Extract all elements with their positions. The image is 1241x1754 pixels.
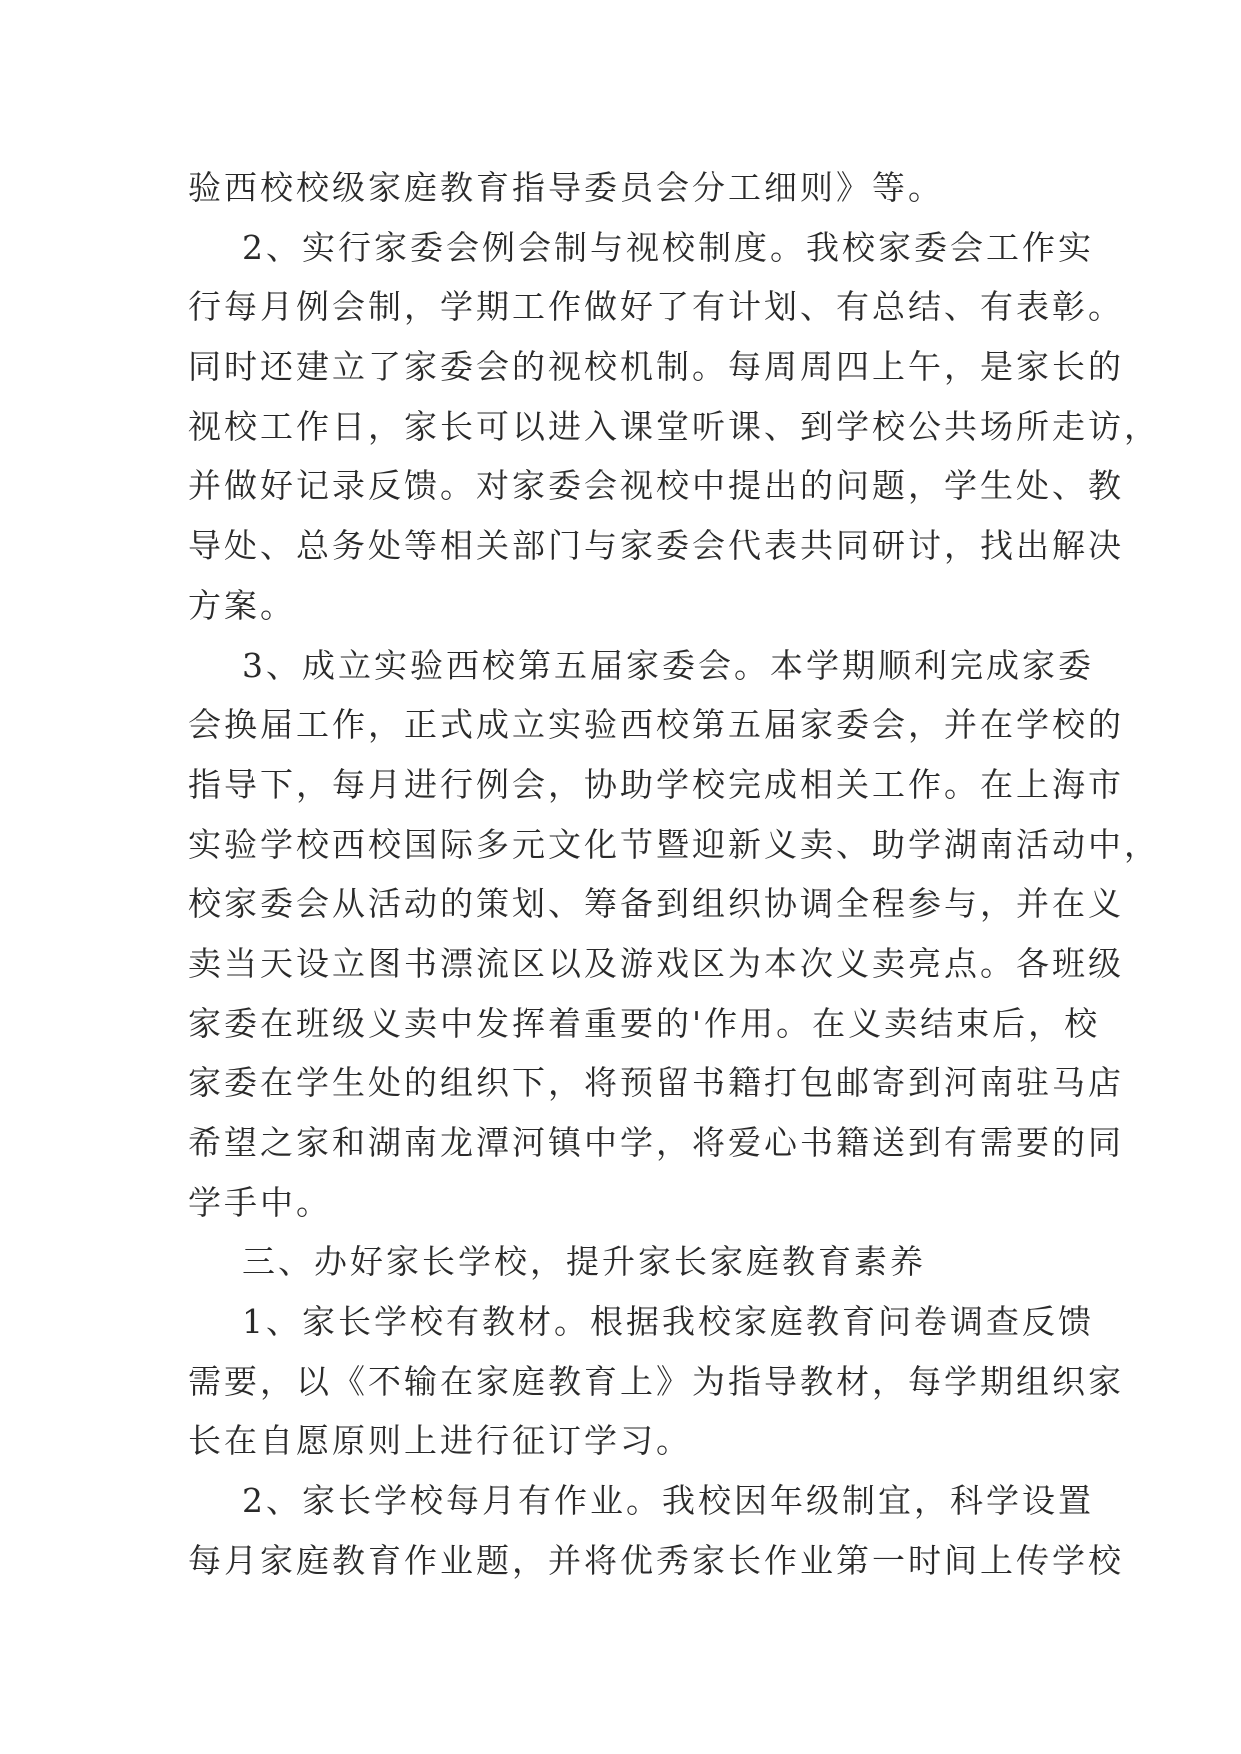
text-line: 3、成立实验西校第五届家委会。本学期顺利完成家委	[188, 645, 1094, 685]
text-line: 2、家长学校每月有作业。我校因年级制宜，科学设置	[188, 1481, 1094, 1521]
text-line: 长在自愿原则上进行征订学习。	[188, 1421, 692, 1461]
text-line: 卖当天设立图书漂流区以及游戏区为本次义卖亮点。各班级	[188, 943, 1124, 983]
text-line: 验西校校级家庭教育指导委员会分工细则》等。	[188, 168, 944, 207]
text-line: 家委在学生处的组织下，将预留书籍打包邮寄到河南驻马店	[188, 1063, 1124, 1103]
text-line: 校家委会从活动的策划、筹备到组织协调全程参与，并在义	[188, 884, 1124, 924]
text-line: 会换届工作，正式成立实验西校第五届家委会，并在学校的	[188, 705, 1124, 745]
text-line: 每月家庭教育作业题，并将优秀家长作业第一时间上传学校	[188, 1540, 1124, 1580]
text-line: 实验学校西校国际多元文化节暨迎新义卖、助学湖南活动中，	[188, 824, 1160, 864]
text-line: 1、家长学校有教材。根据我校家庭教育问卷调查反馈	[188, 1302, 1094, 1342]
text-line: 并做好记录反馈。对家委会视校中提出的问题，学生处、教	[188, 466, 1124, 506]
text-line: 需要，以《不输在家庭教育上》为指导教材，每学期组织家	[188, 1361, 1124, 1401]
body-text	[188, 158, 1160, 1591]
text-line: 希望之家和湖南龙潭河镇中学，将爱心书籍送到有需要的同	[188, 1123, 1124, 1162]
text-line: 方案。	[188, 585, 296, 625]
text-line: 指导下，每月进行例会，协助学校完成相关工作。在上海市	[188, 764, 1124, 804]
text-line: 学手中。	[188, 1182, 332, 1222]
text-line: 行每月例会制，学期工作做好了有计划、有总结、有表彰。	[188, 287, 1124, 327]
text-line: 导处、总务处等相关部门与家委会代表共同研讨，找出解决	[188, 526, 1124, 566]
text-line: 视校工作日，家长可以进入课堂听课、到学校公共场所走访，	[188, 406, 1160, 446]
text-line: 三、办好家长学校，提升家长家庭教育素养	[188, 1242, 926, 1282]
text-line: 2、实行家委会例会制与视校制度。我校家委会工作实	[188, 227, 1094, 267]
text-line: 家委在班级义卖中发挥着重要的'作用。在义卖结束后，校	[188, 1003, 1101, 1043]
text-line: 同时还建立了家委会的视校机制。每周周四上午，是家长的	[188, 347, 1124, 387]
